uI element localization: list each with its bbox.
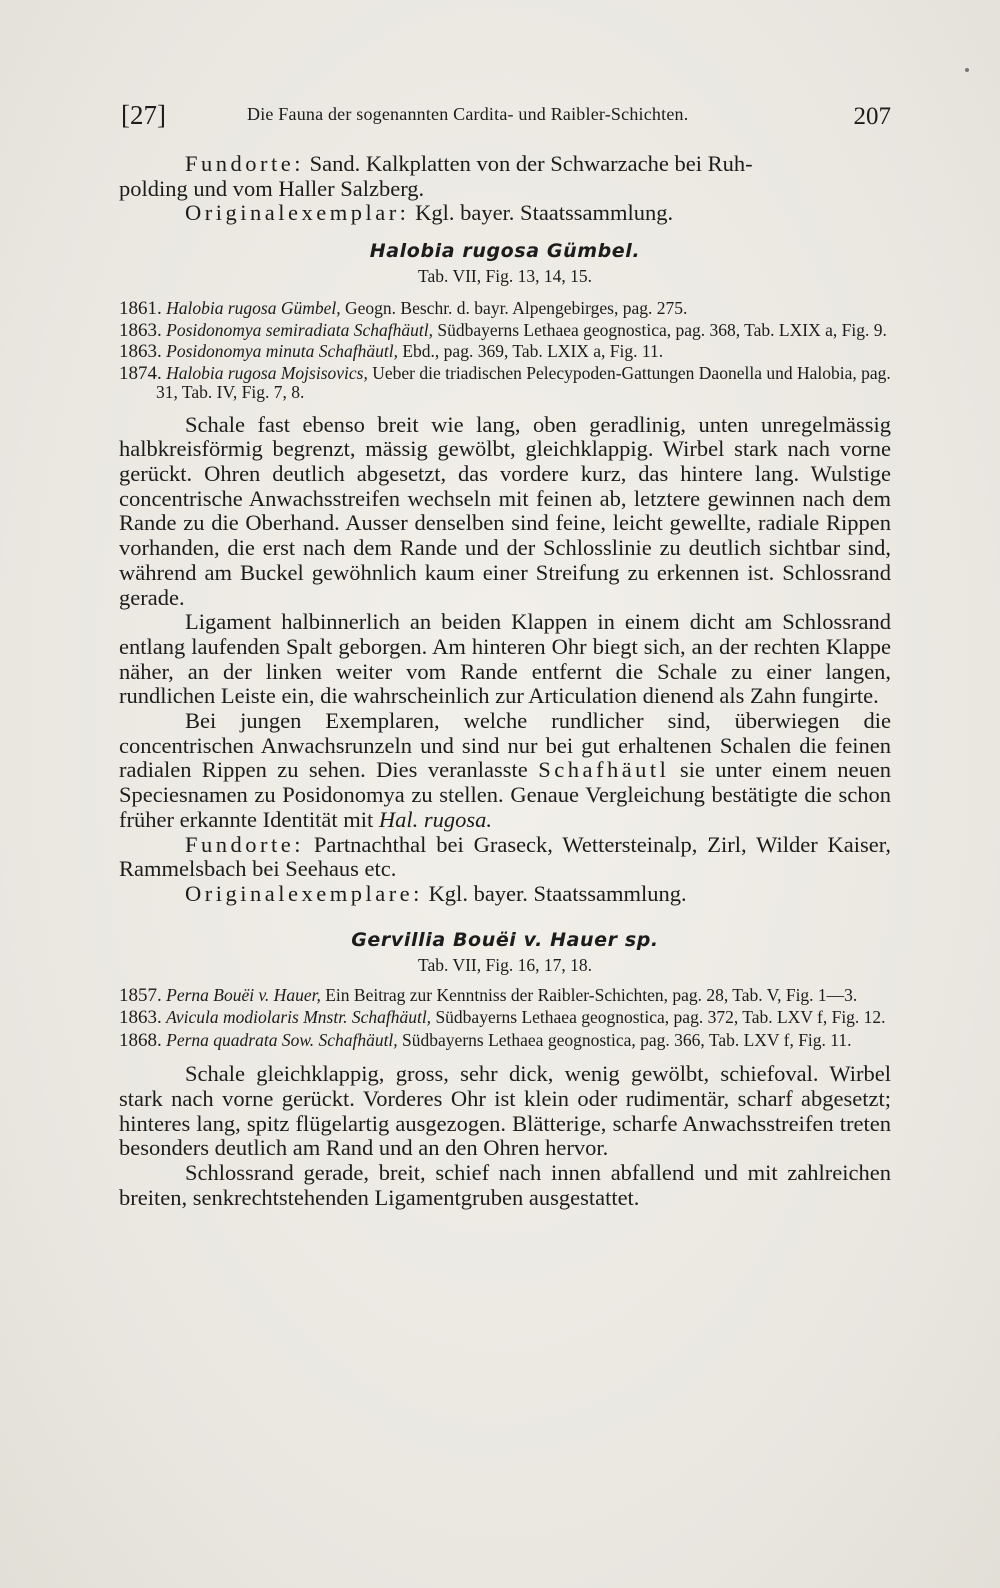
header-section-number: [27] [121, 100, 166, 130]
synonymy-list [119, 299, 891, 403]
page-body [119, 148, 891, 1210]
species-heading: Gervillia Bouëi v. Hauer sp. [351, 928, 659, 951]
synonymy-entry: 1874. Halobia rugosa Mojsisovics, Ueber die triadischen Pelecypoden-Gattungen Daonella und Halobia, pag. 31, Tab. IV, Fig. 7, 8. [119, 362, 891, 403]
synonymy-entry: 1863. Avicula modiolaris Mnstr. Schafhäutl, Südbayerns Lethaea geognostica, pag. 372, Tab. LXV f, Fig. 12. [119, 1007, 886, 1029]
locality-paragraph [119, 833, 891, 882]
locality-label: Fundorte: [185, 831, 304, 857]
header-title: Die Fauna der sogenannten Cardita- und Raibler-Schichten. [247, 104, 689, 124]
synonymy-entry: 1857. Perna Bouëi v. Hauer, Ein Beitrag zur Kenntniss der Raibler-Schichten, pag. 28, Tab. V, Fig. 1—3. [119, 984, 858, 1006]
original-specimen-text: Kgl. bayer. Staatssammlung. [415, 200, 674, 226]
synonymy-entry: 1868. Perna quadrata Sow. Schafhäutl, Südbayerns Lethaea geognostica, pag. 366, Tab. LXV f, Fig. 11. [119, 1029, 852, 1051]
synonymy-entry: 1863. Posidonomya semiradiata Schafhäutl, Südbayerns Lethaea geognostica, pag. 368, Tab. LXIX a, Fig. 9. [119, 319, 887, 341]
taxon-name: Hal. rugosa. [378, 806, 493, 832]
page-number: 207 [853, 103, 891, 130]
plate-reference: Tab. VII, Fig. 16, 17, 18. [418, 954, 592, 975]
original-specimen-label: Originalexemplar: [185, 200, 410, 226]
locality-text: Partnachthal bei Graseck, Wettersteinalp, Zirl, Wilder Kaiser, Rammelsbach bei Seehaus etc. [119, 831, 892, 882]
author-name: Schafhäutl [538, 757, 670, 783]
locality-paragraph [119, 152, 891, 201]
original-specimen-label: Originalexemplare: [185, 880, 423, 906]
page-speck [965, 68, 969, 72]
synonymy-entry: 1863. Posidonomya minuta Schafhäutl, Ebd., pag. 369, Tab. LXIX a, Fig. 11. [119, 341, 664, 363]
plate-reference: Tab. VII, Fig. 13, 14, 15. [418, 266, 592, 287]
locality-text: Sand. Kalkplatten von der Schwarzache bei Ruh- [309, 151, 753, 176]
original-specimen-paragraph [119, 882, 891, 907]
locality-text-cont: polding und vom Haller Salzberg. [119, 175, 425, 201]
original-specimen-text: Kgl. bayer. Staatssammlung. [428, 880, 687, 906]
description-paragraph: Bei jungen Exemplaren, welche rundlicher sind, überwiegen die concentrischen Anwachsrunzeln und sind nur bei gut erhaltenen Schalen die feinen radialen Rippen zu sehen. Dies veranlasste Schafhäutl sie unter einem neuen Speciesnamen zu Posidonomya zu stellen. Genaue Vergleichung bestätigte die schon früher erkannte Identität mit Hal. rugosa. [119, 708, 892, 832]
description-paragraph: Schlossrand gerade, breit, schief nach innen abfallend und mit zahlreichen breiten, senkrechtstehenden Ligamentgruben ausgestattet. [119, 1159, 891, 1210]
running-header [121, 100, 891, 134]
description-paragraph: Schale fast ebenso breit wie lang, oben geradlinig, unten unregelmässig halbkreisförmig begrenzt, mässig gewölbt, gleichklappig. Wirbel stark nach vorne gerückt. Ohren deutlich abgesetzt, das vordere kurz, das hintere lang. Wulstige concentrische Anwachsstreifen wechseln mit feinen ab, letztere gewinnen nach dem Rande zu die Oberhand. Ausser denselben sind feine, leicht gewellte, radiale Rippen vorhanden, die erst nach dem Rande und der Schlosslinie zu deutlich sichtbar sind, während am Buckel gewöhnlich kaum einer Streifung zu erkennen ist. Schlossrand gerade. [119, 411, 891, 610]
synonymy-list [119, 986, 891, 1051]
synonymy-entry: 1861. Halobia rugosa Gümbel, Geogn. Beschr. d. bayr. Alpengebirges, pag. 275. [119, 298, 688, 320]
locality-label: Fundorte: [185, 151, 304, 176]
description-paragraph: Ligament halbinnerlich an beiden Klappen in einem dicht am Schlossrand entlang laufenden Spalt geborgen. Am hinteren Ohr biegt sich, an der rechten Klappe näher, an der linken weiter vom Rande entfernt die Schale zu einer langen, rundlichen Leiste ein, die wahrscheinlich zur Articulation dienend als Zahn fungirte. [119, 609, 891, 709]
species-heading: Halobia rugosa Gümbel. [369, 240, 641, 263]
original-specimen-paragraph [119, 201, 891, 226]
description-paragraph: Schale gleichklappig, gross, sehr dick, wenig gewölbt, schiefoval. Wirbel stark nach vorne gerückt. Vorderes Ohr ist klein oder rudimentär, scharf abgesetzt; hinteres lang, spitz flügelartig ausgezogen. Blätterige, scharfe Anwachsstreifen treten besonders deutlich am Rand und an den Ohren hervor. [119, 1061, 891, 1161]
